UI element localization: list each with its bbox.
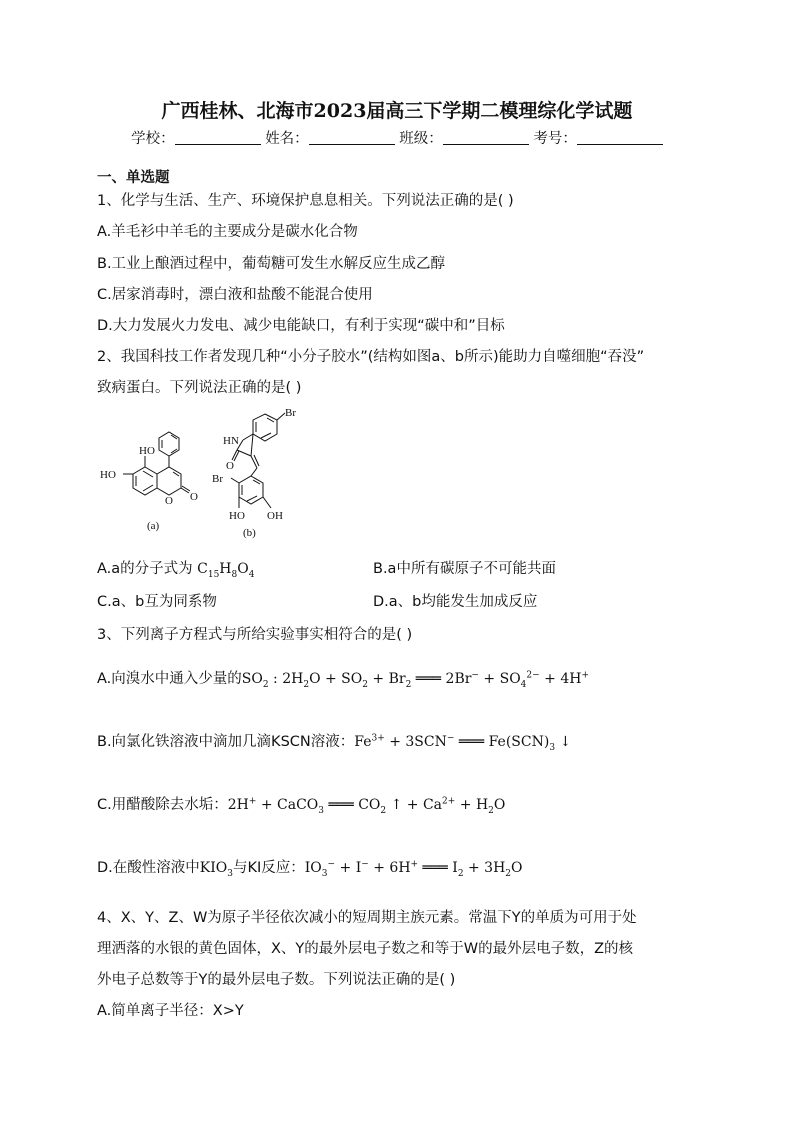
q3-option-b: B.向氯化铁溶液中滴加几滴KSCN溶液：$Fe^{3+} + 3SCN^-$ ═══ $Fe(SCN)_3$ ↓ <box>97 733 572 753</box>
q1-stem: 1、化学与生活、生产、环境保护息息相关。下列说法正确的是( ) <box>97 193 514 209</box>
q3-option-d: D.在酸性溶液中$KIO_3$与KI反应：$IO_3^- + I^- + 6H^+$ ═══ $I_2 + 3H_2O$ <box>97 859 523 879</box>
q2-option-b: B.a中所有碳原子不可能共面 <box>373 561 556 577</box>
q3-stem: 3、下列离子方程式与所给实验事实相符合的是( ) <box>97 627 413 643</box>
a-ho-top: HO <box>139 445 155 457</box>
q4-stem-line2: 理洒落的水银的黄色固体，X、Y的最外层电子数之和等于W的最外层电子数，Z的核 <box>97 941 634 957</box>
b-hn: HN <box>223 435 239 447</box>
q1-option-a: A.羊毛衫中羊毛的主要成分是碳水化合物 <box>97 224 358 240</box>
molecule-a <box>123 432 190 495</box>
section-title: 一、单选题 <box>97 170 170 186</box>
q2-option-a: A.a的分子式为 $C_{15}H_8O_4$ <box>97 561 255 580</box>
class-label: 班级： <box>399 131 443 147</box>
q1-option-c: C.居家消毒时，漂白液和盐酸不能混合使用 <box>97 287 373 303</box>
b-ho: HO <box>229 510 245 522</box>
q1-option-b: B.工业上酿酒过程中，葡萄糖可发生水解反应生成乙醇 <box>97 256 446 272</box>
exam-number-blank[interactable] <box>577 130 663 145</box>
class-blank[interactable] <box>443 130 529 145</box>
b-oh: OH <box>267 510 283 522</box>
b-label: (b) <box>243 527 256 539</box>
q3-option-c: C.用醋酸除去水垢：2H+ + CaCO$_3$ ═══ $CO_2$ ↑ + $Ca^{2+} + H_2O$ <box>97 796 506 816</box>
q4-stem-line3: 外电子总数等于Y的最外层电子数。下列说法正确的是( ) <box>97 972 456 988</box>
q1-option-d: D.大力发展火力发电、减少电能缺口，有利于实现“碳中和”目标 <box>97 318 505 334</box>
b-carbonyl-o: O <box>226 460 234 472</box>
q2-stem-line1: 2、我国科技工作者发现几种“小分子胶水”(结构如图a、b所示)能助力自噬细胞“吞没” <box>97 349 645 365</box>
q4-stem-line1: 4、X、Y、Z、W为原子半径依次减小的短周期主族元素。常温下Y的单质为可用于处 <box>97 910 637 926</box>
school-blank[interactable] <box>175 130 261 145</box>
b-br-top: Br <box>285 407 296 419</box>
page-title: 广西桂林、北海市2023届高三下学期二模理综化学试题 <box>161 100 633 122</box>
name-blank[interactable] <box>309 130 395 145</box>
a-carbonyl-o: O <box>190 491 198 503</box>
molecule-structures-figure <box>95 398 315 543</box>
exam-number-label: 考号： <box>533 131 577 147</box>
q2-stem-line2: 致病蛋白。下列说法正确的是( ) <box>97 380 302 396</box>
q3-option-a: A.向溴水中通入少量的$SO_2$ : $2H_2O + SO_2 + Br_2$ ═══ $2Br^- + SO_4^{2-} + 4H^+$ <box>97 670 589 690</box>
name-label: 姓名： <box>265 131 309 147</box>
q2-option-d: D.a、b均能发生加成反应 <box>373 594 538 610</box>
school-label: 学校： <box>131 131 175 147</box>
q4-option-a: A.简单离子半径：X>Y <box>97 1003 244 1019</box>
molecule-b <box>231 413 285 508</box>
a-ho-side: HO <box>100 469 116 481</box>
a-ring-o: O <box>165 495 173 507</box>
student-info-line <box>0 127 794 148</box>
a-label: (a) <box>147 520 160 532</box>
b-br-side: Br <box>212 473 223 485</box>
q2-option-c: C.a、b互为同系物 <box>97 594 217 610</box>
